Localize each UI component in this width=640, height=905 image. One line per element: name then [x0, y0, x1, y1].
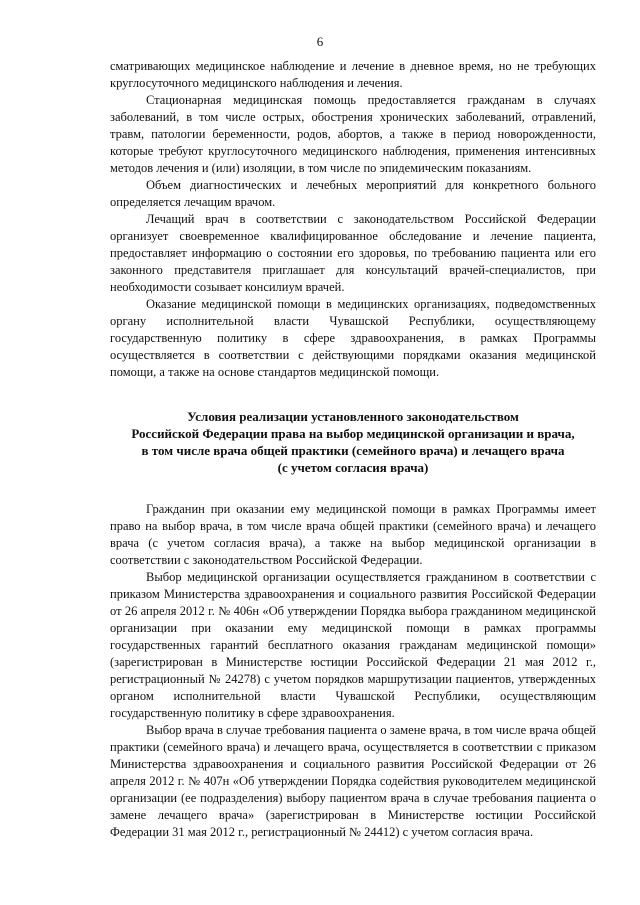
paragraph-choice-of-organization: Выбор медицинской организации осуществляется гражданином в соответствии с приказом Министерства здравоохранения и социального развития Российской Федерации от 26 апреля 2012 г. № 406н «Об утверждении Порядка выбора гражданином медицинской организации при оказании ему медицинской помощи в рамках программы государственных гарантий бесплатного оказания гражданам медицинской помощи» (зарегистрирован в Министерстве юстиции Российской Федерации 21 мая 2012 г., регистрационный № 24278) с учетом порядков маршрутизации пациентов, утвержденных органом исполнительной власти Чувашской Республики, осуществляющим государственную политику в сфере здравоохранения.	[110, 570, 596, 720]
section-heading-line: (с учетом согласия врача)	[277, 460, 429, 475]
paragraph-right-to-choose: Гражданин при оказании ему медицинской помощи в рамках Программы имеет право на выбор врача, в том числе врача общей практики (семейного врача) и лечащего врача (с учетом согласия врача), а также на выбор медицинской организации в соответствии с законодательством Российской Федерации.	[110, 502, 596, 567]
section-heading	[110, 408, 596, 476]
paragraph-choice-of-physician: Выбор врача в случае требования пациента о замене врача, в том числе врача общей практики (семейного врача) и лечащего врача, осуществляется в соответствии с приказом Министерства здравоохранения и социального развития Российской Федерации от 26 апреля 2012 г. № 407н «Об утверждении Порядка содействия руководителем медицинской организации (ее подразделения) выбору пациентом врача в случае требования пациента о замене лечащего врача» (зарегистрирован в Министерстве юстиции Российской Федерации 31 мая 2012 г., регистрационный № 24412) с учетом согласия врача.	[110, 723, 596, 839]
paragraph-inpatient-care: Стационарная медицинская помощь предоставляется гражданам в случаях заболеваний, в том числе острых, обострения хронических заболеваний, отравлений, травм, патологии беременности, родов, абортов, а также в период новорожденности, которые требуют круглосуточного медицинского наблюдения, применения интенсивных методов лечения и (или) изоляции, в том числе по эпидемическим показаниям.	[110, 93, 596, 175]
paragraph-medical-organizations: Оказание медицинской помощи в медицинских организациях, подведомственных органу исполнительной власти Чувашской Республики, осуществляющему государственную политику в сфере здравоохранения, в рамках Программы осуществляется в соответствии с действующими порядками оказания медицинской помощи, а также на основе стандартов медицинской помощи.	[110, 297, 596, 379]
paragraph-diagnostic-scope: Объем диагностических и лечебных мероприятий для конкретного больного определяется лечащим врачом.	[110, 178, 596, 209]
paragraph-continuation: сматривающих медицинское наблюдение и лечение в дневное время, но не требующих круглосуточного медицинского наблюдения и лечения.	[110, 59, 596, 90]
page-number: 6	[316, 34, 324, 49]
section-heading-line: Российской Федерации права на выбор медицинской организации и врача,	[131, 426, 575, 441]
section-heading-line: Условия реализации установленного законодательством	[187, 409, 519, 424]
section-heading-line: в том числе врача общей практики (семейного врача) и лечащего врача	[141, 443, 565, 458]
document-body	[110, 58, 596, 841]
paragraph-attending-physician: Лечащий врач в соответствии с законодательством Российской Федерации организует своевременное квалифицированное обследование и лечение пациента, предоставляет информацию о состоянии его здоровья, по требованию пациента или его законного представителя приглашает для консультаций врачей-специалистов, при необходимости созывает консилиум врачей.	[110, 212, 596, 294]
